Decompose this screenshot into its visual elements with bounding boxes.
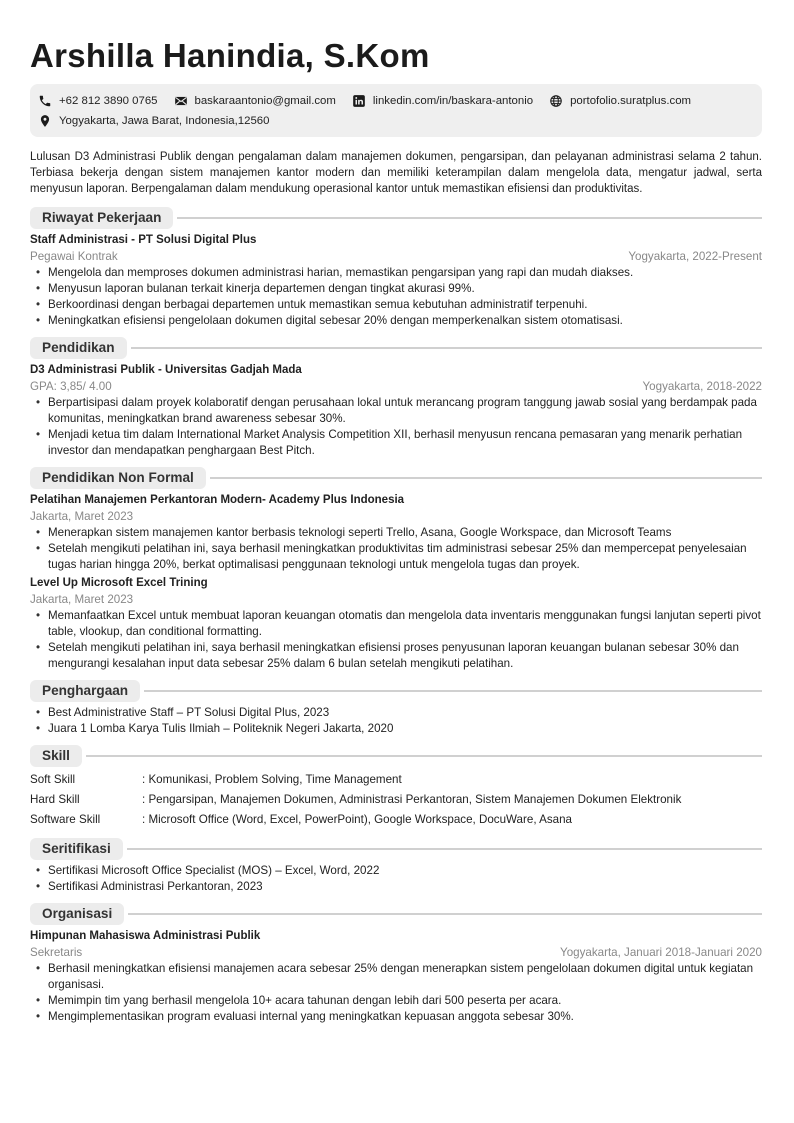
mail-icon: [174, 94, 188, 108]
section-divider: [131, 347, 762, 349]
skill-value: : Komunikasi, Problem Solving, Time Management: [142, 773, 402, 786]
contact-email[interactable]: [174, 93, 336, 109]
skill-label: Software Skill: [30, 813, 101, 826]
bullet-list: [32, 395, 762, 459]
section-divider: [86, 755, 762, 757]
website-text[interactable]: portofolio.suratplus.com: [570, 95, 692, 107]
list-item: • Sertifikasi Microsoft Office Specialist (MOS) – Excel, Word, 2022: [32, 863, 762, 879]
section-title: Organisasi: [30, 903, 124, 925]
section-title: Skill: [30, 745, 82, 767]
list-item: • Setelah mengikuti pelatihan ini, saya berhasil meningkatkan efisiensi proses penyusunan laporan keuangan bulanan sebesar 30% dan mengurangi kesalahan input data sebesar 25% dalam 6 bulan setelah mengikuti pelatihan.: [32, 640, 762, 672]
organization-section: [30, 903, 762, 1025]
linkedin-text[interactable]: linkedin.com/in/baskara-antonio: [372, 95, 534, 107]
bullet-list: [32, 705, 762, 737]
meta-row: [30, 248, 762, 265]
list-item: • Berhasil meningkatkan efisiensi manajemen acara sebesar 25% dengan menerapkan sistem pengelolaan dokumen digital untuk kegiatan organisasi.: [32, 961, 762, 993]
section-header: [30, 745, 762, 767]
candidate-name: Arshilla Hanindia, S.Kom: [30, 37, 430, 74]
list-item: • Setelah mengikuti pelatihan ini, saya berhasil meningkatkan produktivitas tim administrasi sebesar 25% dan mempercepat penyelesaian tugas harian hingga 20%, berkat optimalisasi penggunaan teknologi untuk mengelola tugas dan proyek.: [32, 541, 762, 573]
contact-row-1: [38, 91, 752, 111]
contact-phone: [38, 93, 158, 109]
list-item: • Menjadi ketua tim dalam International Market Analysis Competition XII, berhasil menyusun rencana pemasaran yang menarik perhatian investor dan mendapatkan penghargaan Best Pitch.: [32, 427, 762, 459]
skill-row: [30, 810, 762, 830]
section-header: [30, 337, 762, 359]
location-date: Yogyakarta, 2018-2022: [642, 380, 762, 393]
section-title: Penghargaan: [30, 680, 140, 702]
phone-icon: [38, 94, 52, 108]
bullet-list: [32, 265, 762, 329]
section-header: [30, 467, 762, 489]
skill-row: [30, 770, 762, 790]
address-text: Yogyakarta, Jawa Barat, Indonesia,12560: [59, 115, 270, 127]
location-date: Jakarta, Maret 2023: [30, 593, 134, 606]
role: Sekretaris: [30, 946, 83, 959]
section-header: [30, 207, 762, 229]
meta-row: [30, 378, 762, 395]
meta-row: [30, 591, 762, 608]
degree-title: D3 Administrasi Publik - Universitas Gadjah Mada: [30, 364, 302, 376]
section-header: [30, 903, 762, 925]
list-item: • Juara 1 Lomba Karya Tulis Ilmiah – Politeknik Negeri Jakarta, 2020: [32, 721, 762, 737]
location-date: Yogyakarta, Januari 2018-Januari 2020: [560, 946, 762, 959]
list-item: • Menyusun laporan bulanan terkait kinerja departemen dengan tingkat akurasi 99%.: [32, 281, 762, 297]
section-header: [30, 838, 762, 860]
contact-row-2: [38, 111, 752, 131]
list-item: • Berkoordinasi dengan berbagai departemen untuk memastikan semua kebutuhan administratif terpenuhi.: [32, 297, 762, 313]
list-item: • Best Administrative Staff – PT Solusi Digital Plus, 2023: [32, 705, 762, 721]
list-item: • Berpartisipasi dalam proyek kolaboratif dengan perusahaan lokal untuk merancang program tanggung jawab sosial yang berdampak pada komunitas, meningkatkan brand awareness sebesar 30%.: [32, 395, 762, 427]
section-title: Riwayat Pekerjaan: [30, 207, 173, 229]
list-item: • Menerapkan sistem manajemen kantor berbasis teknologi seperti Trello, Asana, Google Workspace, dan Microsoft Teams: [32, 525, 762, 541]
organization-title: Himpunan Mahasiswa Administrasi Publik: [30, 930, 261, 942]
work-section: [30, 207, 762, 329]
certifications-section: [30, 838, 762, 895]
gpa: GPA: 3,85/ 4.00: [30, 380, 112, 393]
profile-summary: Lulusan D3 Administrasi Publik dengan pengalaman dalam manajemen dokumen, pengarsipan, dan pelayanan administrasi selama 2 tahun. Terbiasa bekerja dengan sistem manajemen kantor modern dan memiliki keterampilan dalam mengelola data, mengatur jadwal, serta menyusun laporan. Berpengalaman dalam mendukung operasional kantor untuk memastikan efisiensi dan produktivitas.: [30, 151, 762, 195]
employment-type: Pegawai Kontrak: [30, 250, 118, 263]
training-title: Pelatihan Manajemen Perkantoran Modern- Academy Plus Indonesia: [30, 494, 405, 506]
meta-row: [30, 508, 762, 525]
skills-section: [30, 745, 762, 830]
contact-website[interactable]: [549, 93, 691, 109]
training-title: Level Up Microsoft Excel Trining: [30, 577, 208, 589]
list-item: • Mengelola dan memproses dokumen administrasi harian, memastikan pengarsipan yang rapi dan mudah diakses.: [32, 265, 762, 281]
meta-row: [30, 944, 762, 961]
nonformal-section: [30, 467, 762, 672]
location-date: Yogyakarta, 2022-Present: [628, 250, 762, 263]
section-title: Pendidikan: [30, 337, 127, 359]
email-text[interactable]: baskaraantonio@gmail.com: [194, 95, 336, 107]
section-divider: [127, 848, 762, 850]
bullet-list: [32, 961, 762, 1025]
education-section: [30, 337, 762, 459]
section-divider: [177, 217, 762, 219]
skill-label: Soft Skill: [30, 773, 76, 786]
list-item: • Meningkatkan efisiensi pengelolaan dokumen digital sebesar 20% dengan memperkenalkan sistem otomatisasi.: [32, 313, 762, 329]
section-divider: [210, 477, 762, 479]
section-divider: [128, 913, 762, 915]
list-item: • Sertifikasi Administrasi Perkantoran, 2023: [32, 879, 762, 895]
location-pin-icon: [38, 114, 52, 128]
section-divider: [144, 690, 762, 692]
location-date: Jakarta, Maret 2023: [30, 510, 134, 523]
awards-section: [30, 680, 762, 737]
contact-linkedin[interactable]: [352, 93, 533, 109]
skill-label: Hard Skill: [30, 793, 80, 806]
list-item: • Memanfaatkan Excel untuk membuat laporan keuangan otomatis dan mengelola data inventaris menggunakan fungsi lanjutan seperti pivot table, vlookup, dan conditional formatting.: [32, 608, 762, 640]
globe-icon: [549, 94, 563, 108]
section-header: [30, 680, 762, 702]
list-item: • Memimpin tim yang berhasil mengelola 10+ acara tahunan dengan lebih dari 500 peserta per acara.: [32, 993, 762, 1009]
phone-text: +62 812 3890 0765: [59, 95, 158, 107]
job-title: Staff Administrasi - PT Solusi Digital Plus: [30, 234, 257, 246]
bullet-list: [32, 525, 762, 573]
skill-row: [30, 790, 762, 810]
contact-bar: [30, 84, 762, 137]
bullet-list: [32, 863, 762, 895]
skill-value: : Microsoft Office (Word, Excel, PowerPoint), Google Workspace, DocuWare, Asana: [142, 813, 572, 826]
list-item: • Mengimplementasikan program evaluasi internal yang meningkatkan kepuasan anggota sebesar 30%.: [32, 1009, 762, 1025]
section-title: Seritifikasi: [30, 838, 123, 860]
section-title: Pendidikan Non Formal: [30, 467, 206, 489]
skill-value: : Pengarsipan, Manajemen Dokumen, Administrasi Perkantoran, Sistem Manajemen Dokumen Elektronik: [142, 793, 682, 806]
contact-address: [38, 113, 269, 129]
linkedin-icon: [352, 94, 366, 108]
bullet-list: [32, 608, 762, 672]
